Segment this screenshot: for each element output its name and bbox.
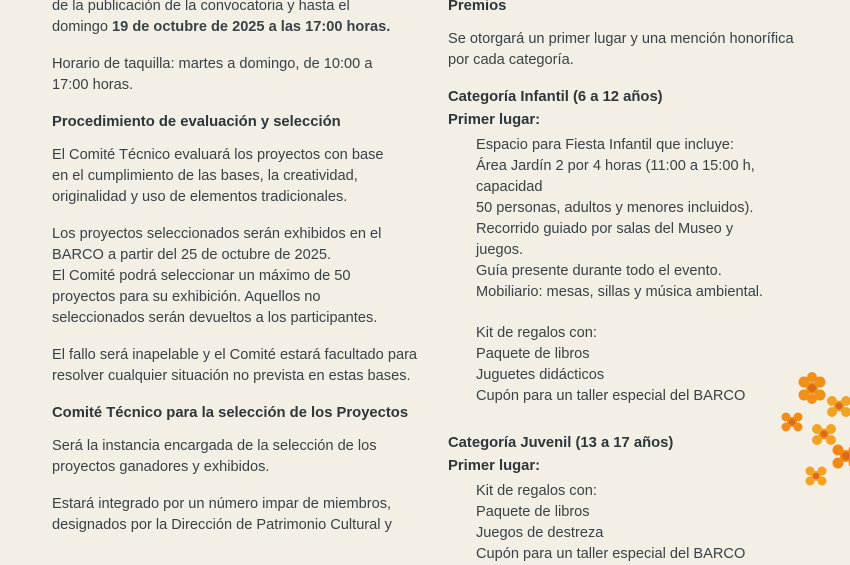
infantil-item-4: juegos. bbox=[476, 240, 820, 261]
infantil-kit-heading: Kit de regalos con: bbox=[476, 323, 820, 344]
left-column bbox=[52, 0, 422, 536]
infantil-item-0: Espacio para Fiesta Infantil que incluye: bbox=[476, 135, 820, 156]
fallo-paragraph bbox=[52, 345, 422, 387]
proyectos-line-2: BARCO a partir del 25 de octubre de 2025. bbox=[52, 245, 422, 266]
heading-procedimiento-evaluacion: Procedimiento de evaluación y selección bbox=[52, 112, 422, 133]
fallo-line-2: resolver cualquier situación no prevista en estas bases. bbox=[52, 366, 422, 387]
instancia-line-2: proyectos ganadores y exhibidos. bbox=[52, 457, 422, 478]
heading-comite-tecnico: Comité Técnico para la selección de los Proyectos bbox=[52, 403, 422, 424]
integrado-line-1: Estará integrado por un número impar de miembros, bbox=[52, 494, 422, 515]
fallo-line-1: El fallo será inapelable y el Comité estará facultado para bbox=[52, 345, 422, 366]
juvenil-kit-item-0: Paquete de libros bbox=[476, 502, 820, 523]
infantil-item-6: Mobiliario: mesas, sillas y música ambiental. bbox=[476, 282, 820, 303]
spacer-juvenil bbox=[448, 407, 820, 433]
proyectos-exhibidos-paragraph bbox=[52, 224, 422, 329]
flower-icon-2 bbox=[827, 396, 850, 417]
flower-icon-5 bbox=[833, 445, 850, 469]
subheading-juvenil-primer-lugar: Primer lugar: bbox=[448, 456, 820, 477]
comite-evalua-line-1: El Comité Técnico evaluará los proyectos con base bbox=[52, 145, 422, 166]
integrado-line-2: designados por la Dirección de Patrimonio Cultural y bbox=[52, 515, 422, 536]
infantil-kit-item-2: Cupón para un taller especial del BARCO bbox=[476, 386, 820, 407]
proyectos-line-5: seleccionados serán devueltos a los participantes. bbox=[52, 308, 422, 329]
taquilla-paragraph bbox=[52, 54, 422, 96]
proyectos-line-4: proyectos para su exhibición. Aquellos no bbox=[52, 287, 422, 308]
intro-line-1: de la publicación de la convocatoria y hasta el bbox=[52, 0, 422, 17]
proyectos-line-3: El Comité podrá seleccionar un máximo de 50 bbox=[52, 266, 422, 287]
subheading-infantil-primer-lugar: Primer lugar: bbox=[448, 110, 820, 131]
infantil-kit-item-1: Juguetes didácticos bbox=[476, 365, 820, 386]
heading-categoria-juvenil: Categoría Juvenil (13 a 17 años) bbox=[448, 433, 820, 454]
integrado-paragraph bbox=[52, 494, 422, 536]
intro-line-2-prefix: domingo bbox=[52, 19, 112, 35]
infantil-kit-item-0: Paquete de libros bbox=[476, 344, 820, 365]
premios-line-2: por cada categoría. bbox=[448, 50, 820, 71]
comite-evalua-line-3: originalidad y uso de elementos tradicionales. bbox=[52, 187, 422, 208]
heading-premios: Premios bbox=[448, 0, 820, 17]
taquilla-line-2: 17:00 horas. bbox=[52, 75, 422, 96]
instancia-paragraph bbox=[52, 436, 422, 478]
comite-evalua-paragraph bbox=[52, 145, 422, 208]
juvenil-kit-heading: Kit de regalos con: bbox=[476, 481, 820, 502]
proyectos-line-1: Los proyectos seleccionados serán exhibidos en el bbox=[52, 224, 422, 245]
spacer-infantil-kit bbox=[448, 303, 820, 323]
infantil-item-3: Recorrido guiado por salas del Museo y bbox=[476, 219, 820, 240]
instancia-line-1: Será la instancia encargada de la selección de los bbox=[52, 436, 422, 457]
infantil-premio-list bbox=[448, 135, 820, 303]
intro-deadline-bold: 19 de octubre de 2025 a las 17:00 horas. bbox=[112, 19, 390, 35]
infantil-item-1: Área Jardín 2 por 4 horas (11:00 a 15:00 h, capacidad bbox=[476, 156, 820, 198]
right-column bbox=[448, 0, 820, 565]
juvenil-kit-list bbox=[448, 481, 820, 565]
infantil-item-2: 50 personas, adultos y menores incluidos). bbox=[476, 198, 820, 219]
comite-evalua-line-2: en el cumplimiento de las bases, la creatividad, bbox=[52, 166, 422, 187]
juvenil-kit-item-2: Cupón para un taller especial del BARCO bbox=[476, 544, 820, 565]
heading-categoria-infantil: Categoría Infantil (6 a 12 años) bbox=[448, 87, 820, 108]
taquilla-line-1: Horario de taquilla: martes a domingo, de 10:00 a bbox=[52, 54, 422, 75]
premios-line-1: Se otorgará un primer lugar y una mención honorífica bbox=[448, 29, 820, 50]
infantil-item-5: Guía presente durante todo el evento. bbox=[476, 261, 820, 282]
infantil-kit-list bbox=[448, 323, 820, 407]
juvenil-kit-item-1: Juegos de destreza bbox=[476, 523, 820, 544]
intro-line-2 bbox=[52, 17, 422, 38]
premios-paragraph bbox=[448, 29, 820, 71]
intro-paragraph bbox=[52, 0, 422, 38]
